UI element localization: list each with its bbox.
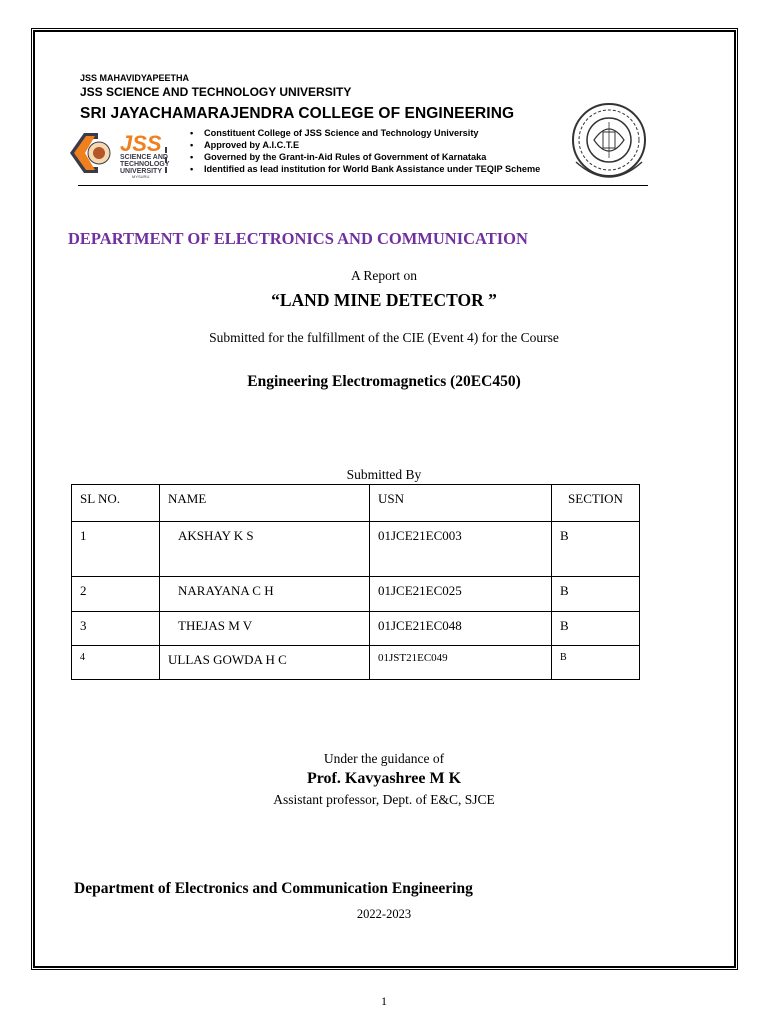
cell-section: B <box>552 612 640 646</box>
cell-name: AKSHAY K S <box>160 522 370 577</box>
submission-purpose: Submitted for the fulfillment of the CIE (Event 4) for the Course <box>209 330 559 345</box>
page-number: 1 <box>381 994 387 1008</box>
header-divider <box>78 185 648 186</box>
cell-section: B <box>552 577 640 612</box>
cell-name: NARAYANA C H <box>160 577 370 612</box>
cell-sl: 4 <box>72 646 160 680</box>
cell-section: B <box>552 646 640 680</box>
report-title: “LAND MINE DETECTOR ” <box>271 290 497 310</box>
guide-name: Prof. Kavyashree M K <box>306 770 462 787</box>
credential-item: • Approved by A.I.C.T.E <box>190 139 540 151</box>
cell-usn: 01JCE21EC048 <box>370 612 552 646</box>
department-heading: DEPARTMENT OF ELECTRONICS AND COMMUNICATION <box>68 229 528 248</box>
cell-usn: 01JCE21EC003 <box>370 522 552 577</box>
header-line-mahavidyapeetha: JSS MAHAVIDYAPEETHA <box>80 73 190 83</box>
credential-item: • Governed by the Grant-in-Aid Rules of Government of Karnataka <box>190 151 540 163</box>
credential-item: • Identified as lead institution for World Bank Assistance under TEQIP Scheme <box>190 163 540 175</box>
college-credentials-list <box>190 127 540 175</box>
column-header-section: SECTION <box>552 485 640 522</box>
header-line-college: SRI JAYACHAMARAJENDRA COLLEGE OF ENGINEERING <box>80 105 515 122</box>
table-row <box>72 577 640 612</box>
department-full-name: Department of Electronics and Communication Engineering <box>74 880 473 897</box>
guide-designation: Assistant professor, Dept. of E&C, SJCE <box>273 792 495 807</box>
table-header-row <box>72 485 640 522</box>
college-seal-icon <box>570 100 648 180</box>
header-line-university: JSS SCIENCE AND TECHNOLOGY UNIVERSITY <box>80 85 352 99</box>
guidance-label: Under the guidance of <box>323 751 445 766</box>
report-intro: A Report on <box>351 268 417 283</box>
logo-sub-text-1: SCIENCE AND <box>120 154 168 161</box>
table-row <box>72 522 640 577</box>
cell-usn: 01JST21EC049 <box>370 646 552 680</box>
cell-section: B <box>552 522 640 577</box>
students-table <box>71 484 640 680</box>
jss-logo <box>68 127 188 179</box>
cell-sl: 2 <box>72 577 160 612</box>
logo-sub-text-3: UNIVERSITY <box>120 168 163 175</box>
academic-year: 2022-2023 <box>356 907 412 921</box>
credential-item: • Constituent College of JSS Science and Technology University <box>190 127 540 139</box>
table-row <box>72 612 640 646</box>
column-header-usn: USN <box>370 485 552 522</box>
cell-name: THEJAS M V <box>160 612 370 646</box>
table-row <box>72 646 640 680</box>
cell-name: ULLAS GOWDA H C <box>160 646 370 680</box>
logo-main-text: JSS <box>120 131 162 156</box>
submitted-by-label: Submitted By <box>346 467 422 482</box>
course-name: Engineering Electromagnetics (20EC450) <box>247 373 521 390</box>
column-header-name: NAME <box>160 485 370 522</box>
logo-sub-text-4: MYSURU <box>132 174 150 179</box>
cell-sl: 3 <box>72 612 160 646</box>
cell-usn: 01JCE21EC025 <box>370 577 552 612</box>
cell-sl: 1 <box>72 522 160 577</box>
logo-sub-text-2: TECHNOLOGY <box>120 161 170 168</box>
column-header-sl-no: SL NO. <box>72 485 160 522</box>
